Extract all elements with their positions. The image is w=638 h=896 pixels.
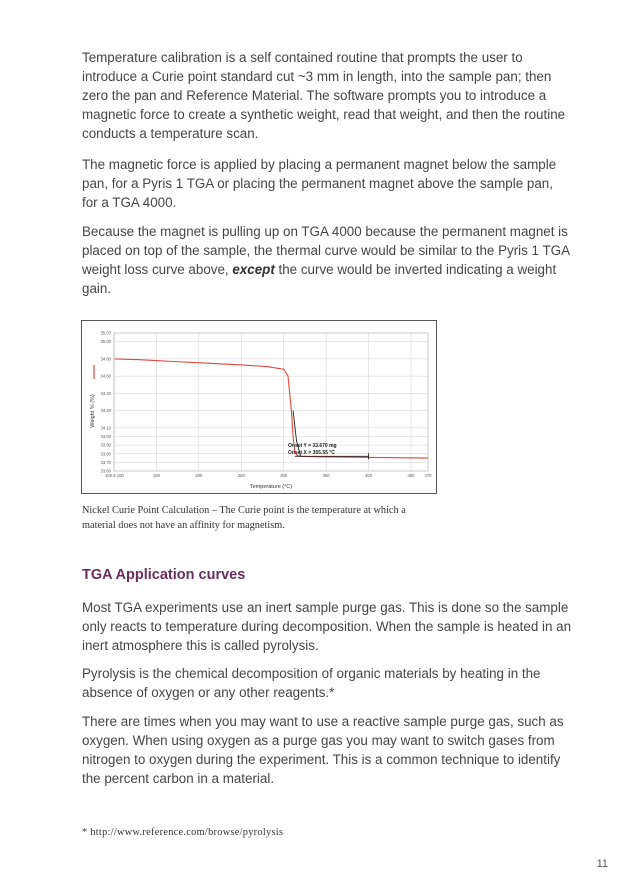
x-tick-label: 400: [365, 473, 373, 478]
y-tick-label: 33.70: [100, 459, 111, 465]
paragraph-tga4000-text-before: Because the magnet is pulling up on TGA 4000 because the permanent magnet is placed on top of the sample, the thermal curve would be similar to the Pyris 1 TGA weight loss curve above,: [82, 224, 570, 277]
y-tick-label: 33.80: [100, 451, 111, 457]
y-axis-label: Weight % (%): [90, 394, 96, 428]
x-tick-label: 250: [237, 473, 245, 478]
x-tick-labels: [105, 473, 432, 478]
onset-y-annotation: Onset Y = 33.670 mg: [288, 443, 337, 449]
section-heading: TGA Application curves: [82, 567, 246, 583]
paragraph-calibration: Temperature calibration is a self contained routine that prompts the user to introduce a Curie point standard cut ~3 mm in length, into the sample pan; then zero the pan and Reference Material. The software prompts you to introduce a magnetic force to create a synthetic weight, read that weight, and then the routine conducts a temperature scan.: [82, 50, 566, 141]
paragraph-magnetic-force: The magnetic force is applied by placing a permanent magnet below the sample pan, for a Pyris 1 TGA or placing the permanent magnet above the sample pan, for a TGA 4000.: [82, 157, 557, 210]
y-tick-label: 34.60: [100, 373, 111, 379]
x-tick-label: 350: [322, 473, 330, 478]
paragraph-tga4000-text-after: the curve would be inverted indicating a weight gain.: [82, 262, 557, 296]
x-tick-label: 100.5 100: [105, 473, 124, 478]
page-number: 11: [596, 858, 608, 870]
x-axis-label: Temperature (°C): [249, 484, 293, 490]
paragraph-pyrolysis: Pyrolysis is the chemical decomposition of organic materials by heating in the absence of oxygen or any other reagents.*: [82, 666, 541, 700]
paragraph-reactive-gas: There are times when you may want to use a reactive sample purge gas, such as oxygen. When using oxygen as a purge gas you may want to switch gases from nitrogen to oxygen during the experiment. This is a common technique to identify the percent carbon in a material.: [82, 714, 564, 786]
y-tick-label: 35.00: [100, 339, 111, 345]
plot-area: [114, 333, 428, 471]
x-tick-label: 200: [195, 473, 203, 478]
curie-point-figure: [81, 320, 437, 494]
figure-caption: Nickel Curie Point Calculation – The Curie point is the temperature at which a material does not have an affinity for magnetism.: [82, 505, 406, 531]
y-tick-label: 34.00: [100, 434, 111, 440]
y-tick-label: 34.80: [100, 356, 111, 362]
x-tick-label: 150: [152, 473, 160, 478]
y-tick-label: 35.07: [100, 330, 111, 336]
footnote: * http://www.reference.com/browse/pyrolysis: [82, 827, 284, 838]
x-tick-label: 450: [407, 473, 415, 478]
y-tick-labels: [101, 331, 112, 474]
x-tick-label: 300: [280, 473, 288, 478]
paragraph-tga4000: [82, 222, 572, 298]
y-tick-label: 33.60: [100, 468, 111, 474]
y-tick-label: 34.40: [100, 390, 111, 396]
curie-point-chart: [82, 321, 436, 493]
x-tick-label: 470: [424, 473, 432, 478]
emphasis-except: except: [232, 262, 275, 277]
y-tick-label: 33.90: [100, 442, 111, 448]
paragraph-inert-gas: Most TGA experiments use an inert sample purge gas. This is done so the sample only reacts to temperature during decomposition. When the sample is heated in an inert atmosphere this is called pyrolysis.: [82, 600, 572, 653]
y-tick-label: 34.20: [100, 408, 111, 414]
onset-x-annotation: Onset X = 355.55 °C: [288, 450, 335, 456]
y-tick-label: 34.10: [100, 425, 111, 431]
